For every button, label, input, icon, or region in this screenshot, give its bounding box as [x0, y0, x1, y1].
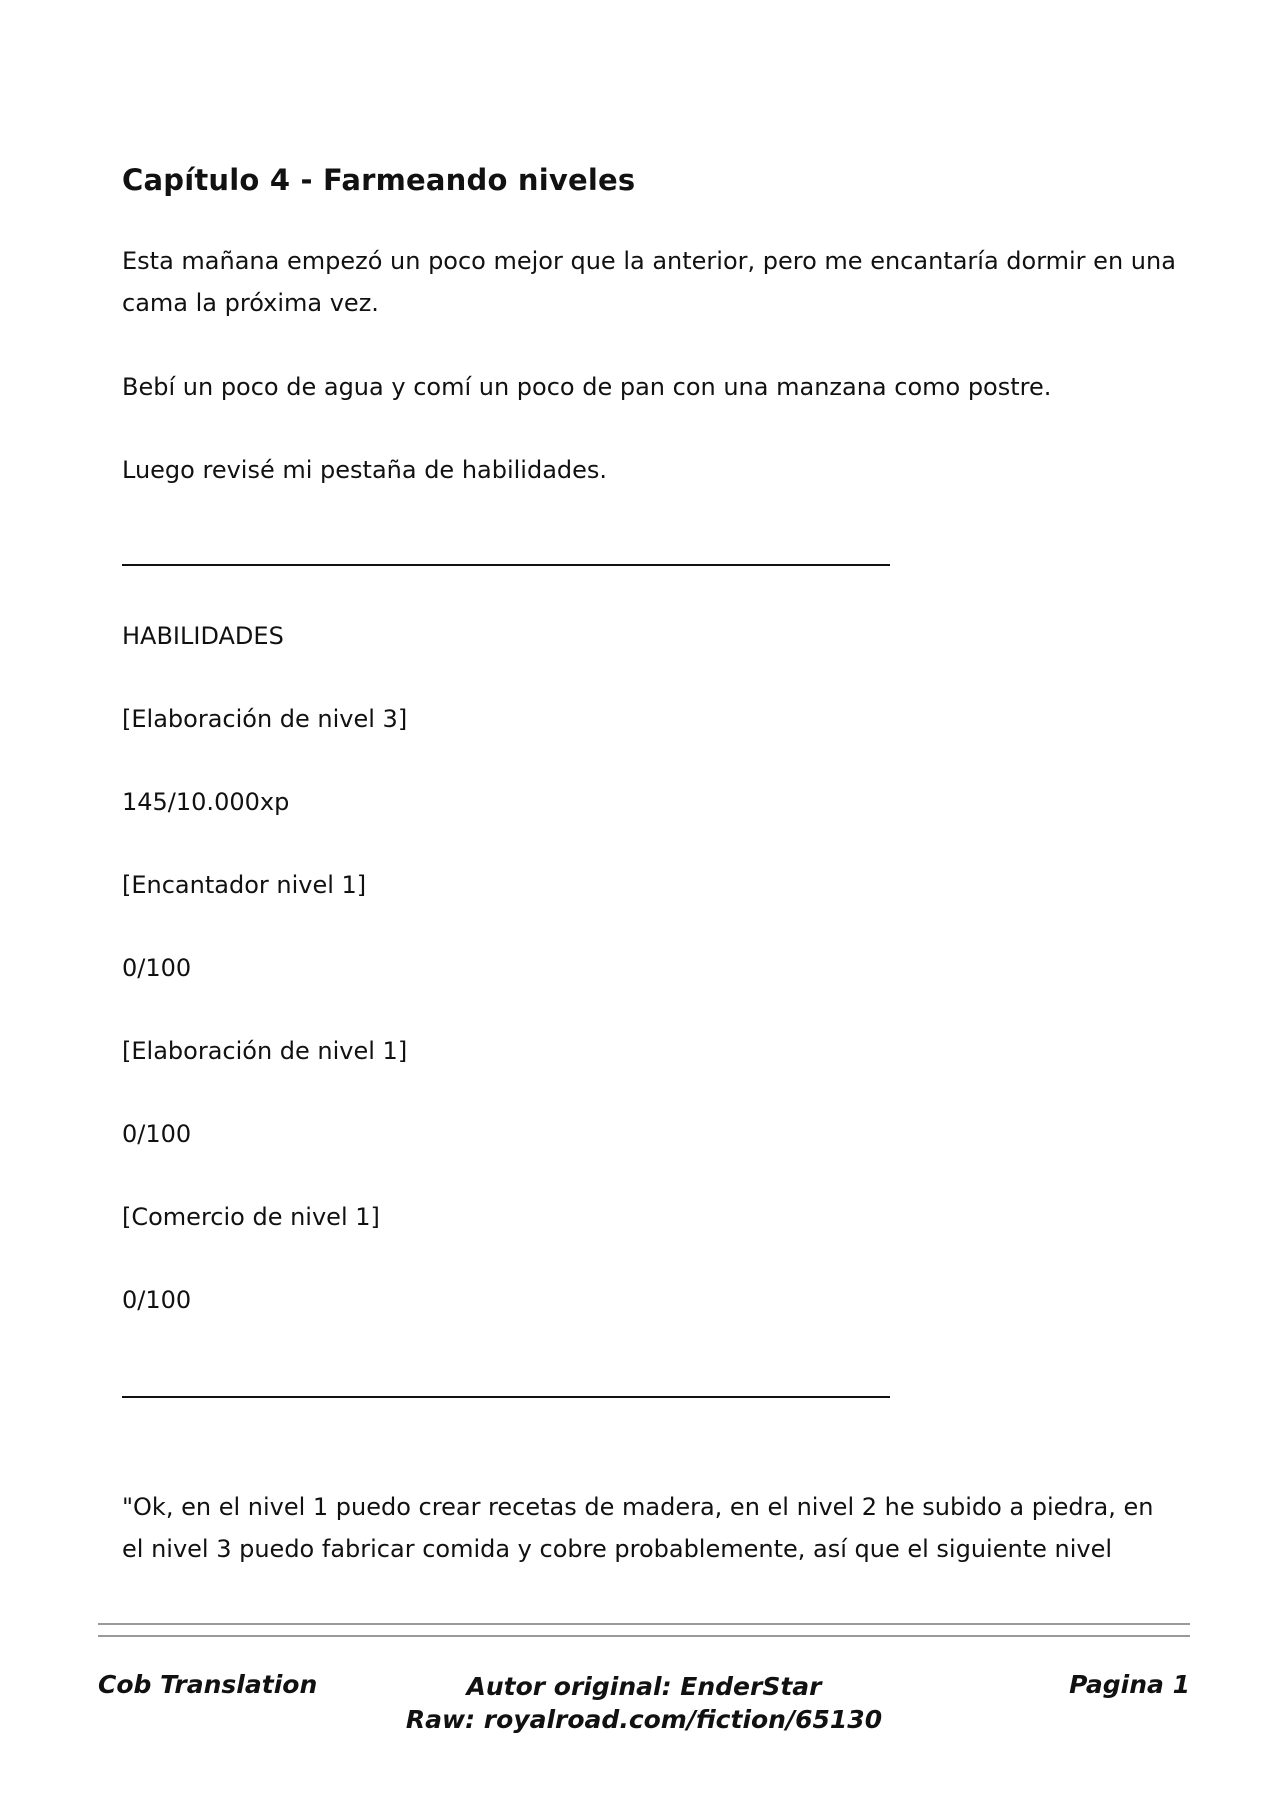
footer-divider-line	[98, 1623, 1190, 1625]
skill-line: 0/100	[122, 1286, 192, 1314]
skill-line: [Encantador nivel 1]	[122, 871, 367, 899]
skill-line: 0/100	[122, 954, 192, 982]
footer-author: Autor original: EnderStar	[466, 1672, 822, 1701]
footer-page-number: Pagina 1	[1069, 1670, 1190, 1699]
paragraph-1: Esta mañana empezó un poco mejor que la anterior, pero me encantaría dormir en una cama la próxima vez.	[122, 247, 1176, 317]
skills-heading: HABILIDADES	[122, 622, 284, 650]
closing-paragraph: "Ok, en el nivel 1 puedo crear recetas de madera, en el nivel 2 he subido a piedra, en el nivel 3 puedo fabricar comida y cobre probablemente, así que el siguiente nivel	[122, 1493, 1154, 1563]
skill-line: [Elaboración de nivel 3]	[122, 705, 408, 733]
footer-divider-line	[98, 1635, 1190, 1637]
paragraph-2: Bebí un poco de agua y comí un poco de pan con una manzana como postre.	[122, 373, 1052, 401]
skills-bottom-rule	[122, 1396, 890, 1398]
skill-line: [Elaboración de nivel 1]	[122, 1037, 408, 1065]
chapter-title: Capítulo 4 - Farmeando niveles	[122, 163, 636, 197]
document-body	[122, 158, 1182, 1563]
skills-top-rule	[122, 564, 890, 566]
skill-line: [Comercio de nivel 1]	[122, 1203, 380, 1231]
page-footer	[98, 1670, 1190, 1750]
footer-raw-link: Raw: royalroad.com/fiction/65130	[405, 1705, 883, 1734]
paragraph-3: Luego revisé mi pestaña de habilidades.	[122, 456, 608, 484]
skill-line: 0/100	[122, 1120, 192, 1148]
skill-line: 145/10.000xp	[122, 788, 290, 816]
footer-translator: Cob Translation	[98, 1670, 318, 1699]
footer-credits	[98, 1670, 1190, 1736]
